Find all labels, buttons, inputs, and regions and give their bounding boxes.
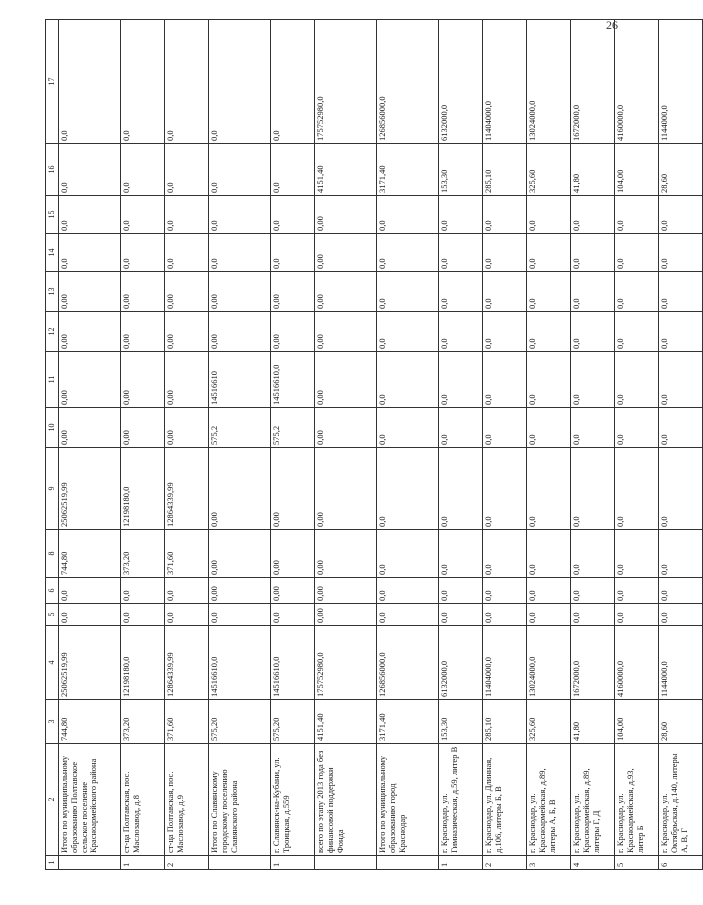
value-cell: 28,60 <box>659 700 703 744</box>
value-cell: 14516610,0 <box>209 626 271 700</box>
value-cell: 14516610 <box>209 352 271 408</box>
value-cell: 325,60 <box>527 700 571 744</box>
value-cell: 0,0 <box>377 234 439 272</box>
address-cell: г. Краснодар, ул. Длинная, д.106, литеры Б, В <box>483 744 527 856</box>
value-cell: 0,00 <box>315 272 377 312</box>
address-cell: ст-ца Полтавская, пос. Маслозавод, д.8 <box>121 744 165 856</box>
value-cell: 0,0 <box>571 448 615 530</box>
value-cell: 0,0 <box>527 196 571 234</box>
address-cell: г. Славянск-на-Кубани, ул. Троицкая, д.559 <box>271 744 315 856</box>
value-cell: 0,0 <box>483 530 527 578</box>
value-cell: 0,0 <box>59 234 121 272</box>
value-cell: 0,00 <box>121 312 165 352</box>
value-cell: 0,00 <box>59 272 121 312</box>
value-cell: 0,00 <box>271 312 315 352</box>
value-cell: 0,0 <box>571 196 615 234</box>
value-cell: 0,00 <box>59 408 121 448</box>
value-cell: 0,0 <box>165 144 209 196</box>
value-cell: 0,0 <box>527 530 571 578</box>
value-cell: 41,80 <box>571 144 615 196</box>
column-number-cell: 12 <box>46 312 59 352</box>
column-number-cell: 16 <box>46 144 59 196</box>
value-cell: 0,0 <box>483 578 527 604</box>
column-number-cell: 2 <box>46 744 59 856</box>
total-row <box>59 20 121 870</box>
value-cell: 0,0 <box>121 196 165 234</box>
table-row <box>483 20 527 870</box>
value-cell: 13024000,0 <box>527 626 571 700</box>
value-cell: 0,00 <box>209 272 271 312</box>
value-cell: 0,00 <box>315 604 377 626</box>
value-cell: 0,0 <box>571 408 615 448</box>
value-cell: 0,0 <box>571 530 615 578</box>
value-cell: 0,00 <box>209 448 271 530</box>
value-cell: 0,0 <box>571 234 615 272</box>
value-cell: 153,30 <box>439 700 483 744</box>
page-number: 26 <box>606 18 618 32</box>
value-cell: 0,0 <box>527 578 571 604</box>
value-cell <box>59 856 121 870</box>
value-cell: 0,0 <box>659 408 703 448</box>
total-row <box>315 20 377 870</box>
column-number-cell: 15 <box>46 196 59 234</box>
value-cell: 0,0 <box>527 234 571 272</box>
value-cell: 0,0 <box>571 312 615 352</box>
value-cell: 4160000,0 <box>615 20 659 144</box>
address-cell: г. Краснодар, ул. Красноармейская, д.89, литеры А, Б, В <box>527 744 571 856</box>
total-row <box>209 20 271 870</box>
address-cell: Итого по Славянскому городскому поселению Славянского района <box>209 744 271 856</box>
value-cell: 0,00 <box>59 312 121 352</box>
value-cell: 0,0 <box>271 144 315 196</box>
value-cell: 0,0 <box>659 530 703 578</box>
table-row <box>121 20 165 870</box>
value-cell: 325,60 <box>527 144 571 196</box>
value-cell: 12864339,99 <box>165 626 209 700</box>
table-row <box>271 20 315 870</box>
column-number-cell: 17 <box>46 20 59 144</box>
value-cell: 0,0 <box>527 352 571 408</box>
value-cell: 0,0 <box>271 604 315 626</box>
value-cell <box>377 856 439 870</box>
value-cell <box>209 856 271 870</box>
value-cell: 0,0 <box>659 578 703 604</box>
value-cell: 0,00 <box>165 352 209 408</box>
value-cell: 0,00 <box>165 272 209 312</box>
value-cell: 0,00 <box>271 448 315 530</box>
column-number-cell: 14 <box>46 234 59 272</box>
value-cell: 12198180,0 <box>121 626 165 700</box>
value-cell: 0,00 <box>315 352 377 408</box>
value-cell: 1672000,0 <box>571 20 615 144</box>
value-cell: 0,00 <box>271 578 315 604</box>
value-cell: 0,0 <box>527 312 571 352</box>
total-row <box>377 20 439 870</box>
value-cell: 0,00 <box>315 448 377 530</box>
value-cell: 1144000,0 <box>659 626 703 700</box>
value-cell: 0,00 <box>315 578 377 604</box>
value-cell: 0,0 <box>59 20 121 144</box>
value-cell: 1 <box>271 856 315 870</box>
value-cell: 0,0 <box>439 604 483 626</box>
address-cell: ст-ца Полтавская, пос. Маслозавод, д.9 <box>165 744 209 856</box>
value-cell: 1 <box>439 856 483 870</box>
address-cell: всего по этапу 2013 года без финансовой поддержки Фонда <box>315 744 377 856</box>
value-cell: 371,60 <box>165 530 209 578</box>
value-cell: 126856000,0 <box>377 626 439 700</box>
value-cell: 6132000,0 <box>439 626 483 700</box>
value-cell: 0,0 <box>527 448 571 530</box>
value-cell: 175752980,0 <box>315 20 377 144</box>
value-cell: 14516610,0 <box>271 626 315 700</box>
value-cell: 0,0 <box>209 144 271 196</box>
column-number-cell: 9 <box>46 448 59 530</box>
value-cell: 11404000,0 <box>483 20 527 144</box>
value-cell: 285,10 <box>483 144 527 196</box>
value-cell: 0,0 <box>571 578 615 604</box>
value-cell: 0,0 <box>483 604 527 626</box>
value-cell: 0,0 <box>59 144 121 196</box>
column-number-cell: 13 <box>46 272 59 312</box>
value-cell: 153,30 <box>439 144 483 196</box>
address-cell: г. Краснодар, ул. Красноармейская, д.89, литеры Г, Д <box>571 744 615 856</box>
value-cell: 0,0 <box>615 530 659 578</box>
value-cell: 0,00 <box>59 352 121 408</box>
value-cell: 0,0 <box>659 352 703 408</box>
value-cell: 0,0 <box>571 272 615 312</box>
value-cell: 0,0 <box>121 604 165 626</box>
value-cell: 0,0 <box>571 352 615 408</box>
value-cell: 3 <box>527 856 571 870</box>
value-cell: 0,0 <box>483 196 527 234</box>
table-row <box>165 20 209 870</box>
value-cell: 0,0 <box>165 20 209 144</box>
value-cell: 744,80 <box>59 700 121 744</box>
value-cell: 0,0 <box>377 196 439 234</box>
value-cell: 0,0 <box>165 578 209 604</box>
value-cell: 0,0 <box>483 312 527 352</box>
value-cell: 0,0 <box>615 604 659 626</box>
value-cell: 0,00 <box>271 272 315 312</box>
value-cell: 0,0 <box>209 20 271 144</box>
value-cell: 14516610,0 <box>271 352 315 408</box>
value-cell: 0,0 <box>615 352 659 408</box>
value-cell: 0,00 <box>209 530 271 578</box>
value-cell: 0,0 <box>659 448 703 530</box>
value-cell: 104,00 <box>615 700 659 744</box>
value-cell: 0,0 <box>615 272 659 312</box>
value-cell: 0,00 <box>315 530 377 578</box>
value-cell: 0,0 <box>439 272 483 312</box>
column-number-cell: 6 <box>46 578 59 604</box>
value-cell: 0,0 <box>659 604 703 626</box>
value-cell: 0,00 <box>121 272 165 312</box>
value-cell: 0,0 <box>615 448 659 530</box>
value-cell: 0,0 <box>121 234 165 272</box>
table-row <box>659 20 703 870</box>
value-cell: 0,00 <box>271 530 315 578</box>
value-cell: 575,20 <box>209 700 271 744</box>
value-cell: 4151,40 <box>315 144 377 196</box>
value-cell: 0,0 <box>439 578 483 604</box>
value-cell: 0,0 <box>59 196 121 234</box>
value-cell: 0,0 <box>377 604 439 626</box>
value-cell: 0,0 <box>659 312 703 352</box>
value-cell: 0,0 <box>439 352 483 408</box>
value-cell: 0,0 <box>659 272 703 312</box>
value-cell: 0,00 <box>315 196 377 234</box>
value-cell: 0,0 <box>659 196 703 234</box>
value-cell: 0,0 <box>483 352 527 408</box>
value-cell: 0,0 <box>439 312 483 352</box>
value-cell: 285,10 <box>483 700 527 744</box>
address-cell: Итого по муниципальному образованию Полтавское сельское поселение Красноармейского района <box>59 744 121 856</box>
value-cell: 11404000,0 <box>483 626 527 700</box>
address-cell: г. Краснодар, ул. Красноармейская, д.93, литер Б <box>615 744 659 856</box>
value-cell: 25062519,99 <box>59 448 121 530</box>
value-cell: 0,0 <box>527 408 571 448</box>
value-cell: 41,80 <box>571 700 615 744</box>
value-cell: 0,0 <box>377 272 439 312</box>
value-cell: 0,0 <box>271 20 315 144</box>
value-cell: 744,80 <box>59 530 121 578</box>
value-cell: 0,0 <box>439 196 483 234</box>
value-cell: 0,0 <box>615 196 659 234</box>
value-cell: 5 <box>615 856 659 870</box>
value-cell: 0,00 <box>315 408 377 448</box>
value-cell: 0,0 <box>527 604 571 626</box>
value-cell: 0,0 <box>377 312 439 352</box>
value-cell: 575,2 <box>209 408 271 448</box>
address-cell: г. Краснодар, ул. Октябрьская, д.140, литеры А, В, Г <box>659 744 703 856</box>
value-cell: 0,0 <box>439 448 483 530</box>
value-cell: 0,0 <box>377 530 439 578</box>
value-cell: 0,0 <box>165 196 209 234</box>
value-cell: 0,0 <box>377 448 439 530</box>
table-row <box>439 20 483 870</box>
value-cell: 0,0 <box>271 196 315 234</box>
value-cell: 4160000,0 <box>615 626 659 700</box>
value-cell: 0,0 <box>165 604 209 626</box>
value-cell: 12864339,99 <box>165 448 209 530</box>
value-cell: 13024000,0 <box>527 20 571 144</box>
value-cell: 0,0 <box>209 604 271 626</box>
value-cell: 3171,40 <box>377 700 439 744</box>
rotated-table-container <box>45 20 689 870</box>
value-cell: 0,0 <box>527 272 571 312</box>
value-cell: 373,20 <box>121 530 165 578</box>
value-cell: 0,0 <box>439 234 483 272</box>
value-cell: 126856000,0 <box>377 20 439 144</box>
value-cell: 1 <box>121 856 165 870</box>
value-cell: 0,0 <box>483 408 527 448</box>
value-cell: 0,0 <box>59 604 121 626</box>
value-cell: 0,0 <box>377 578 439 604</box>
value-cell: 0,0 <box>439 408 483 448</box>
value-cell: 1672000,0 <box>571 626 615 700</box>
value-cell: 2 <box>483 856 527 870</box>
value-cell: 0,0 <box>615 578 659 604</box>
value-cell: 1144000,0 <box>659 20 703 144</box>
value-cell: 0,00 <box>315 312 377 352</box>
value-cell: 0,0 <box>571 604 615 626</box>
value-cell: 575,2 <box>271 408 315 448</box>
value-cell: 0,0 <box>483 272 527 312</box>
value-cell: 0,0 <box>271 234 315 272</box>
value-cell: 371,60 <box>165 700 209 744</box>
value-cell: 0,00 <box>209 312 271 352</box>
column-number-cell: 11 <box>46 352 59 408</box>
value-cell: 3171,40 <box>377 144 439 196</box>
value-cell: 0,00 <box>165 312 209 352</box>
value-cell: 373,20 <box>121 700 165 744</box>
value-cell: 0,0 <box>121 578 165 604</box>
value-cell: 175752980,0 <box>315 626 377 700</box>
table-row <box>615 20 659 870</box>
column-number-cell: 8 <box>46 530 59 578</box>
column-number-cell: 1 <box>46 856 59 870</box>
value-cell: 0,00 <box>209 578 271 604</box>
value-cell: 0,0 <box>209 196 271 234</box>
value-cell: 0,0 <box>659 234 703 272</box>
column-number-cell: 5 <box>46 604 59 626</box>
value-cell: 0,0 <box>483 234 527 272</box>
value-cell: 28,60 <box>659 144 703 196</box>
column-number-row <box>46 20 59 870</box>
value-cell: 0,0 <box>121 144 165 196</box>
value-cell: 0,00 <box>121 408 165 448</box>
value-cell: 0,0 <box>165 234 209 272</box>
value-cell: 0,00 <box>165 408 209 448</box>
column-number-cell: 4 <box>46 626 59 700</box>
table-row <box>571 20 615 870</box>
value-cell: 0,00 <box>121 352 165 408</box>
value-cell: 0,0 <box>483 448 527 530</box>
value-cell: 575,20 <box>271 700 315 744</box>
value-cell: 6132000,0 <box>439 20 483 144</box>
column-number-cell: 10 <box>46 408 59 448</box>
value-cell: 0,0 <box>377 352 439 408</box>
value-cell <box>315 856 377 870</box>
value-cell: 0,0 <box>615 408 659 448</box>
table-row <box>527 20 571 870</box>
value-cell: 0,0 <box>439 530 483 578</box>
value-cell: 25062519,99 <box>59 626 121 700</box>
value-cell: 0,0 <box>59 578 121 604</box>
address-cell: Итого по муниципальному образованию город Краснодар <box>377 744 439 856</box>
value-cell: 0,00 <box>315 234 377 272</box>
value-cell: 104,00 <box>615 144 659 196</box>
value-cell: 6 <box>659 856 703 870</box>
column-number-cell: 3 <box>46 700 59 744</box>
value-cell: 4 <box>571 856 615 870</box>
value-cell: 0,0 <box>615 312 659 352</box>
value-cell: 0,0 <box>615 234 659 272</box>
value-cell: 0,0 <box>377 408 439 448</box>
value-cell: 4151,40 <box>315 700 377 744</box>
value-cell: 0,0 <box>121 20 165 144</box>
address-cell: г. Краснодар, ул. Гимназическая, д.59, литер В <box>439 744 483 856</box>
value-cell: 2 <box>165 856 209 870</box>
value-cell: 12198180,0 <box>121 448 165 530</box>
register-table <box>45 19 703 870</box>
value-cell: 0,0 <box>209 234 271 272</box>
